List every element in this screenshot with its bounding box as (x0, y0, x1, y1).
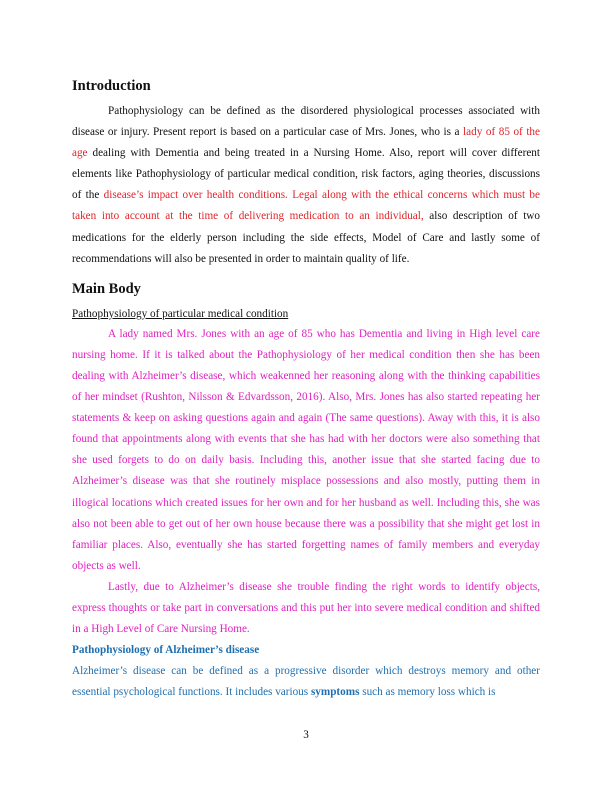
intro-text-1: Pathophysiology can be defined as the disordered physiological processes associated with disease or injury. Present report is based on a particular case of Mrs. Jones, who is a (72, 105, 540, 139)
intro-text-3: also description of two medications for the elderly person including the side effects, Model of Care and lastly some of recommendations will also be presented in order to maintain quality of life. (72, 210, 540, 265)
page-content (72, 76, 540, 703)
alzheimers-text-1: Alzheimer’s disease can be defined as a progressive disorder which destroys memory and other essential psychological functions. It includes various (72, 665, 540, 699)
pathophysiology-subheading: Pathophysiology of particular medical condition (72, 307, 289, 320)
main-body-heading: Main Body (72, 280, 141, 297)
intro-highlight-age: lady of 85 of the age (72, 126, 540, 160)
intro-text-2: dealing with Dementia and being treated in a Nursing Home. Also, report will cover different elements like Pathophysiology of particular medical condition, risk factors, aging theories, discussions of the (72, 147, 540, 202)
alzheimers-paragraph (72, 661, 540, 703)
introduction-paragraph (72, 101, 540, 270)
introduction-heading: Introduction (72, 78, 151, 94)
symptoms-bold: symptoms (310, 686, 360, 699)
page-number: 3 (303, 729, 309, 741)
intro-highlight-legal: disease’s impact over health conditions. Legal along with the ethical concerns which must be taken into account at the time of delivering medication to an individual, (72, 189, 540, 223)
case-paragraph: A lady named Mrs. Jones with an age of 85 who has Dementia and living in High level care nursing home. If it is talked about the Pathophysiology of her medical condition then she has been dealing with Alzheimer’s disease, which weakenned her reasoning along with the thinking capabilities of her mindset (Rushton, Nilsson & Edvardsson, 2016). Also, Mrs. Jones has also started repeating her statements & keep on asking questions again and again (The same questions). Away with this, it is also found that appointments along with events that she has had with her doctors were also something that she used forgets to do on daily basis. Including this, another issue that she started facing due to Alzheimer’s disease was that she routinely misplace possessions and also mostly, putting them in illogical locations which created issues for her own and for her husband as well. Including this, she was also not been able to get out of her own house because there was a possibility that she might get lost in familiar places. Also, eventually she has started forgetting names of family members and everyday objects as well. (72, 327, 540, 572)
conclusion-paragraph: Lastly, due to Alzheimer’s disease she trouble finding the right words to identify objects, express thoughts or take part in conversations and this put her into severe medical condition and shifted in a High Level of Care Nursing Home. (72, 580, 540, 636)
alzheimers-text-2: such as memory loss which is (359, 686, 496, 699)
alzheimers-subheading: Pathophysiology of Alzheimer’s disease (72, 644, 260, 657)
